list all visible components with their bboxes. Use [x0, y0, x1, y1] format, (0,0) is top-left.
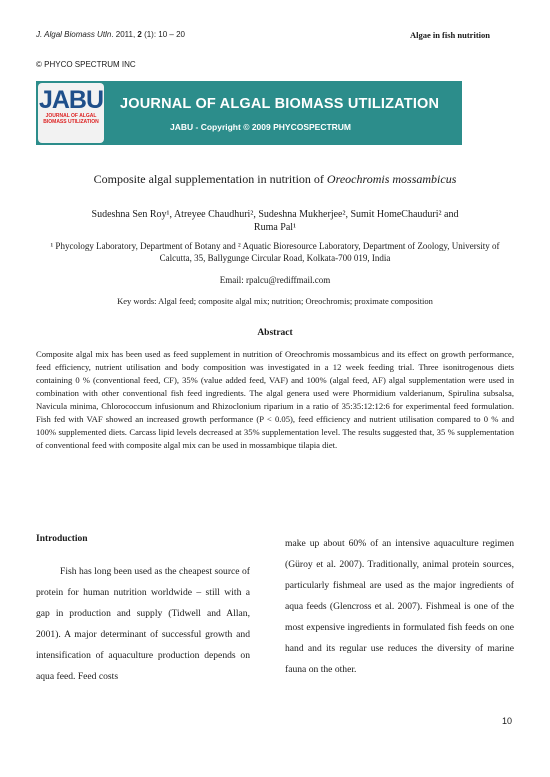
- author-list: Sudeshna Sen Roy¹, Atreyee Chaudhuri², Sudeshna Mukherjee², Sumit HomeChauduri² and Ruma Pal¹: [91, 209, 459, 233]
- article-title: Composite algal supplementation in nutrition of Oreochromis mossambicus: [93, 172, 457, 186]
- banner-title: JOURNAL OF ALGAL BIOMASS UTILIZATION: [120, 96, 440, 112]
- introduction-left-column: Fish has long been used as the cheapest source of protein for human nutrition worldwide – still with a gap in production and supply (Tidwell and Allan, 2001). A major determinant of successful growth and intensification of aquaculture production depends on aqua feed. Feed costs: [36, 566, 250, 682]
- introduction-right-column: make up about 60% of an intensive aquaculture regimen (Güroy et al. 2007). Traditionally, animal protein sources, particularly fishmeal are used as the major ingredients of aqua feeds (Glencross et al. 2007). Fishmeal is one of the most expensive ingredients in formulated fish feeds on one hand and its regular use reduces the diversity of marine fauna on the other.: [285, 538, 514, 675]
- running-title: Algae in fish nutrition: [409, 30, 490, 40]
- affiliation: ¹ Phycology Laboratory, Department of Botany and ² Aquatic Bioresource Laboratory, Department of Zoology, University of Calcutta, 35, Ballygunge Circular Road, Kolkata-700 019, India: [50, 241, 500, 263]
- journal-citation: J. Algal Biomass Utln. 2011, 2 (1): 10 – 20: [36, 30, 185, 39]
- contact-email: Email: rpalcu@rediffmail.com: [219, 275, 331, 285]
- page-number: 10: [501, 716, 512, 726]
- journal-logo: JABU JOURNAL OF ALGAL BIOMASS UTILIZATION: [38, 83, 104, 143]
- abstract-heading: Abstract: [257, 328, 293, 338]
- copyright-line: © PHYCO SPECTRUM INC: [36, 60, 136, 69]
- abstract-text: Composite algal mix has been used as feed supplement in nutrition of Oreochromis mossambicus and its effect on growth performance, feed efficiency, nutrient utilisation and body composition was investigated in a 12 week feeding trial. Three isonitrogenous diets containing 0 % (conventional feed, CF), 35% (value added feed, VAF) and 100% (algal feed, AF) algal supplementation were used in combination with other conventional fish feed ingredients. The algal genera used were Phormidium valderianum, Spirulina subsalsa, Navicula minima, Chlorococcum infusionum and Rhizoclonium riparium in a ratio of 35:35:12:12:6 for experimental feed formulation. Fish fed with VAF showed an increased growth performance (P < 0.05), feed efficiency and nutrient utilisation compared to 0 % and 100% supplemented diets. Carcass lipid levels decreased at 35% supplementation level. The results suggested that, 35 % supplementation of conventional feed with composite algal mix can be used in mossambique tilapia diet.: [36, 349, 514, 450]
- keywords: Key words: Algal feed; composite algal mix; nutrition; Oreochromis; proximate composition: [117, 296, 433, 306]
- introduction-heading: Introduction: [36, 534, 88, 544]
- banner-subtitle: JABU - Copyright © 2009 PHYCOSPECTRUM: [170, 122, 352, 132]
